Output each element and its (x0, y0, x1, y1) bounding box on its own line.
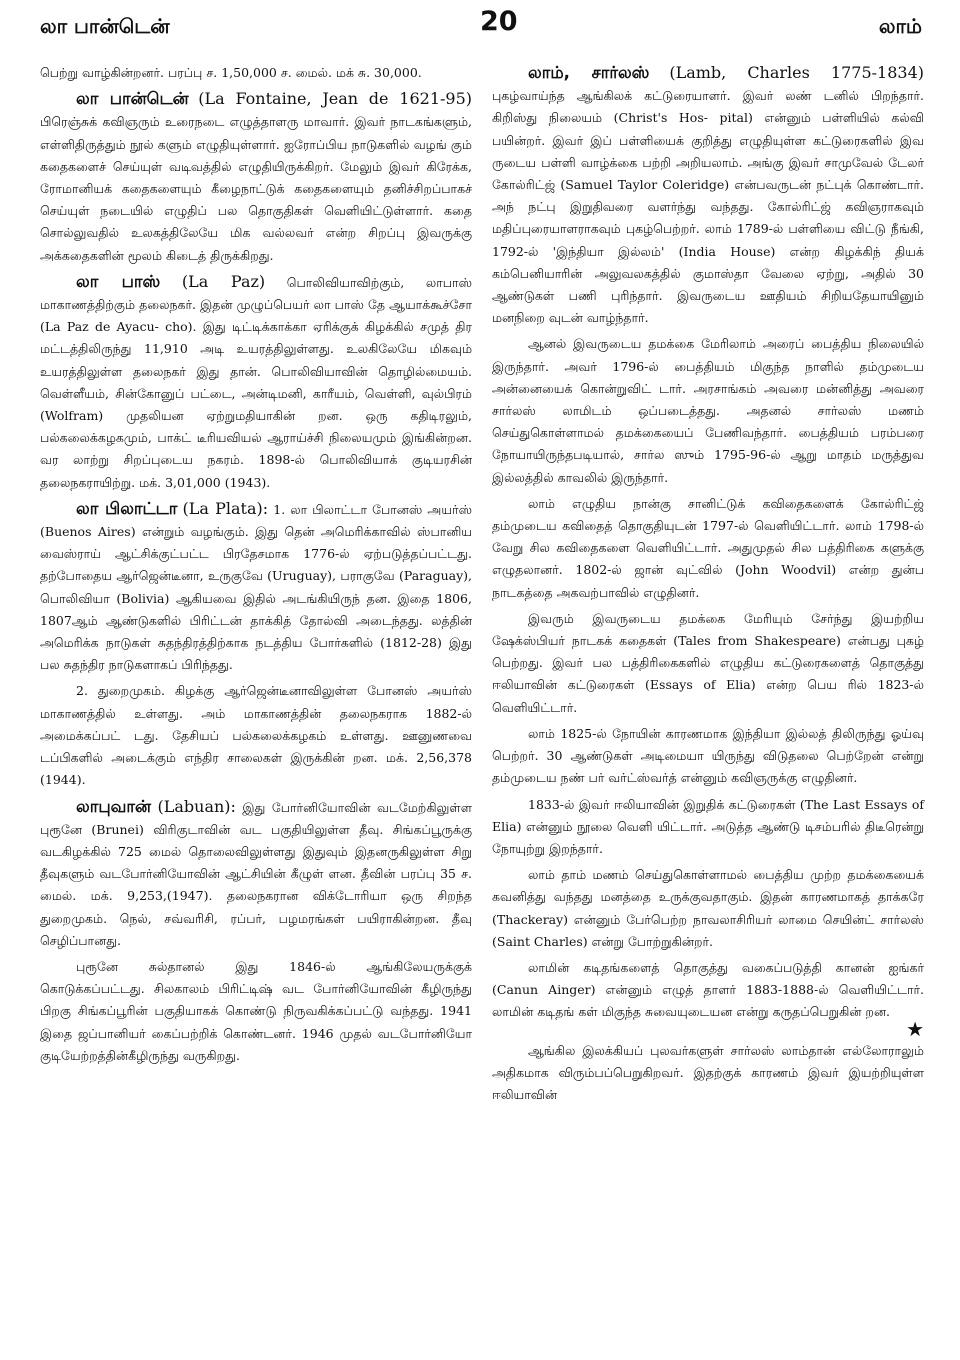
body-paragraph: ஆங்கில இலக்கியப் புலவர்களுள் சார்லஸ் லாம்தான் எல்லோராலும் அதிகமாக விரும்பப்பெறுகிறவர். இதற்குக் காரணம் இவர் இயற்றியுள்ள ஈலியாவின் (492, 1042, 924, 1102)
body-paragraph: லாம் தாம் மணம் செய்துகொள்ளாமல் பைத்திய முற்ற தமக்கையைக் கவனித்து வந்தது மனத்தை உருக்குவதாகும். இதன் காரணமாகத் தாக்கரே (Thackeray) என்னும் பேர்பெற்ற நாவலாசிரியர் லாமை செயின்ட் சார்லஸ் (Saint Charles) என்று போற்றுகின்றர். (492, 867, 924, 949)
header-right-guideword: லாம் (878, 14, 922, 38)
body-paragraph: லாமின் கடிதங்களைத் தொகுத்து வகைப்படுத்தி கானன் ஐங்கர் (Canun Ainger) என்னும் எழுத் தாளர் 1883-1888-ல் வெளியிட்டார். லாமின் கடிதங் கள் மிகுந்த சுவையுடையன என்று கருதப்பெறுகின் றன. (492, 959, 924, 1020)
continued-paragraph: பெற்று வாழ்கின்றனர். பரப்பு ச. 1,50,000 ச. மைல். மக் சு. 30,000. (40, 65, 422, 80)
entry-headword: லாம், சார்லஸ் (528, 63, 650, 82)
section-end-star-icon: ★ (906, 1016, 924, 1041)
entry-roman-name: (Labuan): (157, 796, 236, 816)
entry-roman-name: (La Plata): (182, 498, 269, 518)
header-left-guideword: லா பான்டென் (40, 14, 170, 38)
right-column (492, 62, 924, 1110)
entry-body-text: இது போர்னியோவின் வடமேற்கிலுள்ள புரூனே (Brunei) விரிகுடாவின் வட பகுதியிலுள்ள தீவு. சிங்கப்பூருக்கு வடகிழக்கில் 725 மைல் தொலைவிலுள்ளது இதுவும் இதனருகிலுள்ள சிறு தீவுகளும் வடபோர்னியோவின் ஆட்சியின் கீழுள் ளன. தீவின் பரப்பு 35 ச. மைல். மக். 9,253,(1947). தலைநகரான விக்டோரியா ஒரு சிறந்த துறைமுகம். நெல், சவ்வரிசி, ரப்பர், பழமரங்கள் பயிராகின்றன. தீவு செழிப்பானது. (40, 799, 472, 948)
entry-roman-name: (La Paz) (181, 271, 266, 291)
entry-headword: லா பான்டென் (76, 89, 189, 109)
body-paragraph: இவரும் இவருடைய தமக்கை மேரியும் சேர்ந்து இயற்றிய ஷேக்ஸ்பியர் நாடகக் கதைகள் (Tales from Shakespeare) என்பது புகழ் பெற்றது. இவர் பல பத்திரிகைகளில் எழுதிய கட்டுரைகளைத் தொகுத்து ஈலியாவின் கட்டுரைகள் (Essays of Elia) என்ற பெய ரில் 1823-ல் வெளியிட்டார். (492, 610, 924, 715)
entry-roman-name: (La Fontaine, Jean de 1621-95) (198, 89, 473, 109)
encyclopedia-entry (492, 62, 924, 329)
body-paragraph: 1833-ல் இவர் ஈலியாவின் இறுதிக் கட்டுரைகள் (The Last Essays of Elia) என்னும் நூலை வெளி யிட்டார். அடுத்த ஆண்டு டிசம்பரில் திடீரென்று நோயுற்று இறந்தார். (492, 796, 924, 856)
body-paragraph: லாம் எழுதிய நான்கு சானிட்டுக் கவிதைகளைக் கோல்ரிட்ஜ் தம்முடைய கவிதைத் தொகுதியுடன் 1797-ல் வெளியிட்டார். லாம் 1798-ல் வேறு சில கவிதைகளை வெளியிட்டார். அதுமுதல் சில பத்திரிகை களுக்கு எழுதலானர். 1802-ல் ஜான் வுட்வில் (John Woodvil) என்ற துன்ப நாடகத்தை அகவற்பாவில் எழுதினர். (492, 495, 924, 600)
left-column (40, 62, 472, 1071)
page-number: 20 (480, 6, 518, 37)
entry-body-text: பொலிவியாவிற்கும், லாபாஸ் மாகாணத்திற்கும் தலைநகர். இதன் முழுப்பெயர் லா பாஸ் தே ஆயாக்கூச்சோ (La Paz de Ayacu- cho). இது டிட்டிக்காக்கா ஏரிக்குக் கிழக்கில் சமுத் திர மட்டத்திலிருந்து 11,910 அடி உயரத்திலுள்ளது. உலகிலேயே மிகவும் உயரத்திலுள்ள தலைநகர் இது தான். பொலிவியாவின் தொழில்மையம். வெள்ளீயம், சின்கோனுப் பட்டை, அன்டிமனி, காரீயம், வெள்ளி, வுல்பிரம் (Wolfram) முதலியன ஏற்றுமதியாகின் றன. ஒரு கதிடிரலும், பல்கலைக்கழகமும், பாக்ட் டீரியவியல் ஆராய்ச்சி நிலையமும் இங்கின்றன. வர லாற்று சிறப்புடைய நகரம். 1898-ல் பொலிவியாக் குடியரசின் தலைநகராயிற்று. மக். 3,01,000 (1943). (40, 274, 472, 490)
entry-body-text: புகழ்வாய்ந்த ஆங்கிலக் கட்டுரையாளர். இவர் லண் டனில் பிறந்தார். கிறிஸ்து நிலையம் (Christ's Hos- pital) என்னும் பள்ளியில் கல்வி பயின்றர். இவர் இப் பள்ளியைக் குறித்து எழுதியுள்ள கட்டுரைகளில் இவ ருடைய பள்ளி வாழ்க்கை பற்றி அறியலாம். அங்கு இவர் சாமுவேல் டேலர் கோல்ரிட்ஜ் (Samuel Taylor Coleridge) என்பவருடன் நட்புக் கொண்டார். அந் நட்பு இறுதிவரை வளர்ந்து வந்தது. கோல்ரிட்ஜ் கவிஞராகவும் மதிப்புரையாளராகவும் புகழ்பெற்றர். லாம் 1789-ல் பள்ளியை விட்டு நீங்கி, 1792-ல் 'இந்தியா இல்லம்' (India House) என்ற கிழக்கிந் தியக் கம்பெனியாரின் அலுவலகத்தில் குமாஸ்தா வேலை ஏற்று, அதில் 30 ஆண்டுகள் பணி புரிந்தார். இவருடைய ஊதியம் சிறியதேயாயினும் மனநிறை வுடன் வாழ்ந்தார். (492, 88, 924, 326)
encyclopedia-entry (40, 796, 472, 952)
body-paragraph: புரூனே சுல்தானல் இது 1846-ல் ஆங்கிலேயருக்குக் கொடுக்கப்பட்டது. சிலகாலம் பிரிட்டிஷ் வட போர்னியோவின் கீழிருந்து பிறகு சிங்கப்பூரின் பகுதியாகக் கொண்டு நிருவகிக்கப்பட்டு வந்தது. 1941 இதை ஜப்பானியர் கைப்பற்றிக் கொண்டனர். 1946 முதல் வடபோர்னியோ குடியேற்றத்தின்கீழிருந்து வருகிறது. (40, 958, 472, 1063)
entry-roman-name: (Lamb, Charles 1775-1834) (669, 63, 924, 82)
entry-headword: லா பாஸ் (76, 271, 161, 291)
running-header (40, 4, 922, 44)
encyclopedia-entry (40, 271, 472, 494)
encyclopedia-entry (40, 498, 472, 677)
body-paragraph: லாம் 1825-ல் நோயின் காரணமாக இந்தியா இல்லத் திலிருந்து ஓய்வு பெற்றர். 30 ஆண்டுகள் அடிமையா யிருந்து விடுதலை பெற்றேன் என்று தம்முடைய நண் பர் வர்ட்ஸ்வர்த் என்னும் கவிஞருக்கு எழுதினர். (492, 725, 924, 786)
body-paragraph: 2. துறைமுகம். கிழக்கு ஆர்ஜென்டீனாவிலுள்ள போனஸ் அயர்ஸ் மாகாணத்தில் உள்ளது. அம் மாகாணத்தின் தலைநகராக 1882-ல் அமைக்கப்பட் டது. தேசியப் பல்கலைக்கழகம் உள்ளது. ஊனுணவை டப்பிகளில் அடைக்கும் எந்திர சாலைகள் இருக்கின் றன. மக். 2,56,378 (1944). (40, 683, 472, 788)
encyclopedia-entry (40, 88, 472, 267)
entry-headword: லா பிலாட்டா (76, 498, 178, 518)
entry-body-text: பிரெஞ்சுக் கவிஞரும் உரைநடை எழுத்தாளரு மாவார். இவர் நாடகங்களும், எள்ளிதிருத்தும் நூல் களும் எழுதியுள்ளார். ஐரோப்பிய நாடுகளில் வழங் கும் கதைகளைச் செய்யுள் வடிவத்தில் எழுதியிருக்கிறர். மேலும் இவர் கிரேக்க, ரோமானியக் கதைகளையும் கீழைநாட்டுக் கதைகளையும் தனிச்சிறப்பாகச் செய்யுள் நடையில் எழுதிப் பல தொகுதிகள் வெளியிட்டுள்ளார். கதை சொல்லுவதில் உலகத்திலேயே மிக வல்லவர் என்ற சிறப்பு இவருக்கு அக்கதைகளின் மூலம் கிடைத் திருக்கிறது. (40, 114, 472, 263)
entry-body-text: 1. லா பிலாட்டா போனஸ் அயர்ஸ் (Buenos Aires) என்றும் வழங்கும். இது தென் அமெரிக்காவில் ஸ்பானிய வைஸ்ராய் ஆட்சிக்குட்பட்ட பிரதேசமாக 1776-ல் ஏற்படுத்தப்பட்டது. தற்போதைய ஆர்ஜென்டீனா, உருகுவே (Uruguay), பராகுவே (Paraguay), பொலிவியா (Bolivia) ஆகியவை இதில் அடங்கியிருந் தன. இதை 1806, 1807ஆம் ஆண்டுகளில் பிரிட்டன் தாக்கித் தோல்வி அடைந்தது. லத்தின் அமெரிக்க நாடுகள் சுதந்திரத்திற்காக நடத்திய போர்களில் (1812-28) இது பல சுதந்திர நாடுகளாகப் பிரிந்தது. (40, 501, 472, 673)
body-paragraph: ஆனல் இவருடைய தமக்கை மேரிலாம் அரைப் பைத்திய நிலையில் இருந்தார். அவர் 1796-ல் பைத்தியம் மிகுந்த நாளில் தம்முடைய அன்னையைக் கொன்றுவிட் டார். அரசாங்கம் அவரை மன்னித்து அவரை சார்லஸ் லாமிடம் ஒப்படைத்தது. அதனல் சார்லஸ் மணம் செய்துகொள்ளாமல் தமக்கையைப் பேணிவந்தார். பைத்தியம் பரம்பரை நோயாயிருந்தபடியால், சார்ல ஸும் 1795-96-ல் ஆறு மாதம் மருத்துவ இல்லத்தில் காவலில் இருந்தார். (492, 336, 924, 485)
entry-headword: லாபுவான் (76, 796, 152, 816)
